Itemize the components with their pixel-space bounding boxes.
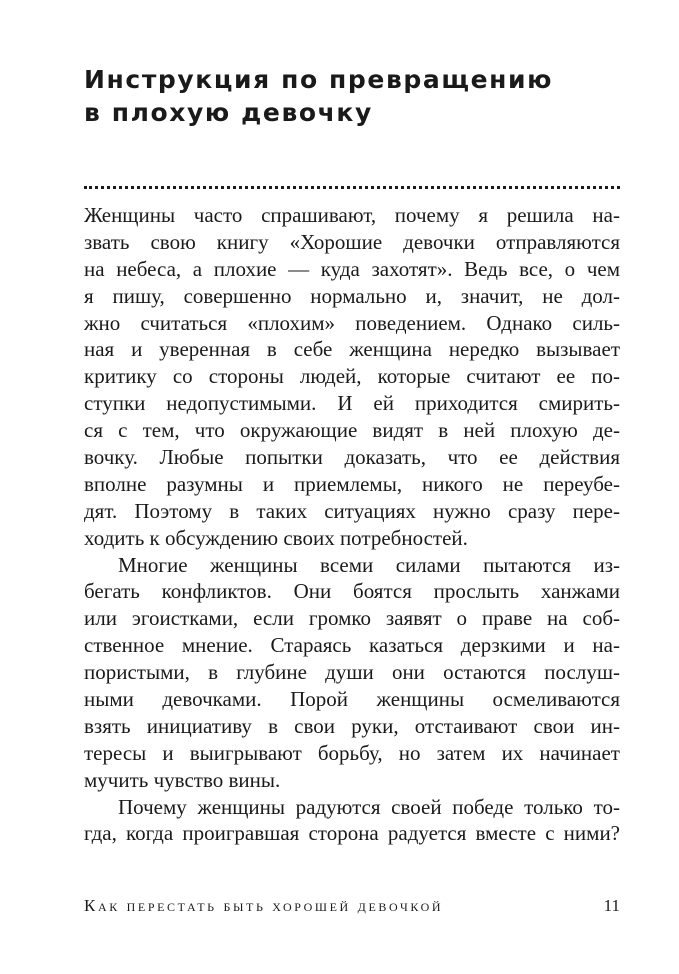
page-number: 11 [603,896,620,915]
text-line: вочку. Любые попытки доказать, что ее действия [84,445,620,470]
text-line: бегать конфликтов. Они боятся прослыть ханжами [84,579,620,604]
text-line: ходить к обсуждению своих потребностей. [84,525,468,550]
text-line: взять инициативу в свои руки, отстаивают свои ин- [84,713,620,738]
text-line: критику со стороны людей, которые считают ее по- [84,364,620,389]
dotted-divider [84,186,620,189]
text-line: ная и уверенная в себе женщина нередко вызывает [84,337,620,362]
text-line: ступки недопустимыми. И ей приходится смирить- [84,391,620,416]
text-line: вполне разумны и приемлемы, никого не переубе- [84,471,620,496]
text-line: жно считаться «плохим» поведением. Однако силь- [84,310,620,335]
text-line: гда, когда проигравшая сторона радуется вместе с ними? [84,821,620,846]
text-line: ственное мнение. Стараясь казаться дерзкими и на- [84,633,620,658]
text-line: на небеса, а плохие — куда захотят». Ведь все, о чем [84,256,620,281]
chapter-heading-line: в плохую девочку [84,98,373,127]
body-text [84,202,620,847]
text-line: или эгоистками, если громко заявят о праве на соб- [84,606,620,631]
text-line: мучить чувство вины. [84,767,281,792]
text-line: тересы и выигрывают борьбу, но затем их начинает [84,740,620,765]
page-footer [84,896,620,920]
text-line: я пишу, совершенно нормально и, значит, не дол- [84,283,620,308]
chapter-heading [84,63,624,129]
text-line: Женщины часто спрашивают, почему я решила на- [84,203,620,227]
text-line: ся с тем, что окружающие видят в ней плохую де- [84,418,620,443]
text-line: пористыми, в глубине души они остаются послуш- [84,660,620,685]
chapter-heading-line: Инструкция по превращению [84,65,554,94]
text-line: Почему женщины радуются своей победе только то- [118,794,620,819]
text-line: дят. Поэтому в таких ситуациях нужно сразу пере- [84,498,620,523]
text-line: Многие женщины всеми силами пытаются из- [118,552,620,577]
text-line: звать свою книгу «Хорошие девочки отправляются [84,229,620,254]
running-title: Как перестать быть хорошей девочкой [84,896,444,915]
text-line: ными девочками. Порой женщины осмеливаются [84,687,620,712]
